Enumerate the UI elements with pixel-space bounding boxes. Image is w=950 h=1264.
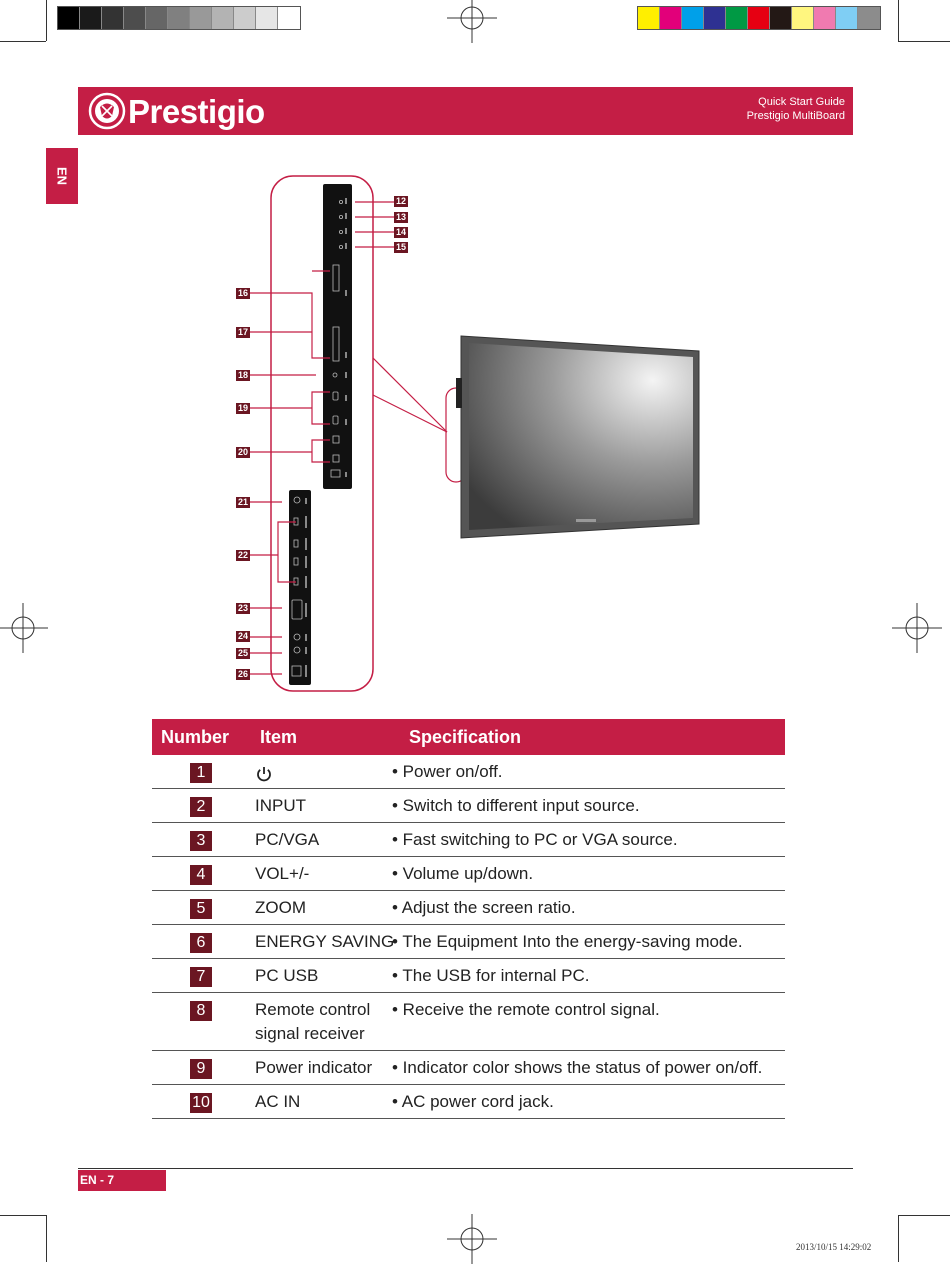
callout-26: 26 <box>237 669 248 679</box>
callout-21: 21 <box>237 497 248 507</box>
row-number-badge: 6 <box>190 933 212 953</box>
callout-23: 23 <box>237 603 248 613</box>
table-row <box>152 755 785 789</box>
callout-19: 19 <box>237 403 248 413</box>
row-item: INPUT <box>251 789 400 823</box>
table-row <box>152 891 785 925</box>
right-callout-lines <box>355 202 395 247</box>
row-number-badge: 10 <box>190 1093 212 1113</box>
crop-mark <box>898 1215 899 1262</box>
callout-22: 22 <box>237 550 248 560</box>
table-row <box>152 1051 785 1085</box>
callout-18: 18 <box>237 370 248 380</box>
row-item: AC IN <box>251 1085 400 1119</box>
row-spec: • Indicator color shows the status of power on/off. <box>400 1051 785 1085</box>
row-number-badge: 1 <box>190 763 212 783</box>
row-item: ZOOM <box>251 891 400 925</box>
callout-15: 15 <box>395 242 406 252</box>
callout-20: 20 <box>237 447 248 457</box>
brand-logo-text: Prestigio <box>128 93 265 130</box>
crop-mark <box>0 1215 46 1216</box>
callout-24: 24 <box>237 631 248 641</box>
row-spec: • Volume up/down. <box>400 857 785 891</box>
callout-13: 13 <box>395 212 406 222</box>
column-header-number: Number <box>152 719 251 755</box>
row-spec: • Fast switching to PC or VGA source. <box>400 823 785 857</box>
monitor-illustration <box>456 336 699 538</box>
table-row <box>152 857 785 891</box>
table-row <box>152 823 785 857</box>
row-item: Remote control signal receiver <box>251 993 400 1051</box>
row-number-badge: 8 <box>190 1001 212 1021</box>
row-spec: • Power on/off. <box>400 755 785 789</box>
row-spec: • Receive the remote control signal. <box>400 993 785 1051</box>
callout-25: 25 <box>237 648 248 658</box>
row-item: VOL+/- <box>251 857 400 891</box>
row-item: PC USB <box>251 959 400 993</box>
callout-12: 12 <box>395 196 406 206</box>
product-name: Prestigio MultiBoard <box>746 110 845 122</box>
spec-table <box>152 719 785 1119</box>
table-row <box>152 993 785 1051</box>
row-item: PC/VGA <box>251 823 400 857</box>
row-number-badge: 7 <box>190 967 212 987</box>
row-number-badge: 4 <box>190 865 212 885</box>
row-number-badge: 5 <box>190 899 212 919</box>
row-item: ENERGY SAVING <box>251 925 400 959</box>
row-spec: • The USB for internal PC. <box>400 959 785 993</box>
panel-outline <box>271 176 373 691</box>
footer-divider <box>78 1168 853 1169</box>
table-row <box>152 789 785 823</box>
guide-title: Quick Start Guide <box>758 96 845 108</box>
crop-mark <box>46 1215 47 1262</box>
row-number-badge: 9 <box>190 1059 212 1079</box>
lower-panel-tiny-text <box>305 498 307 677</box>
callout-16: 16 <box>237 288 248 298</box>
column-header-specification: Specification <box>400 719 785 755</box>
language-label: EN <box>54 166 70 186</box>
registration-mark-icon <box>447 1214 497 1264</box>
row-spec: • Adjust the screen ratio. <box>400 891 785 925</box>
callout-14: 14 <box>395 227 406 237</box>
page-number-label: EN - 7 <box>78 1170 166 1191</box>
power-icon <box>255 765 273 783</box>
zoom-lines <box>373 358 466 482</box>
row-spec: • Switch to different input source. <box>400 789 785 823</box>
print-timestamp: 2013/10/15 14:29:02 <box>796 1242 872 1252</box>
row-item: Power indicator <box>251 1051 400 1085</box>
row-spec: • The Equipment Into the energy-saving mode. <box>400 925 785 959</box>
crop-mark <box>898 1215 950 1216</box>
table-row <box>152 959 785 993</box>
row-number-badge: 3 <box>190 831 212 851</box>
lower-port-panel <box>289 490 311 685</box>
row-spec: • AC power cord jack. <box>400 1085 785 1119</box>
table-header-row <box>152 719 785 755</box>
column-header-item: Item <box>251 719 400 755</box>
row-number-badge: 2 <box>190 797 212 817</box>
table-row <box>152 1085 785 1119</box>
table-row <box>152 925 785 959</box>
callout-17: 17 <box>237 327 248 337</box>
